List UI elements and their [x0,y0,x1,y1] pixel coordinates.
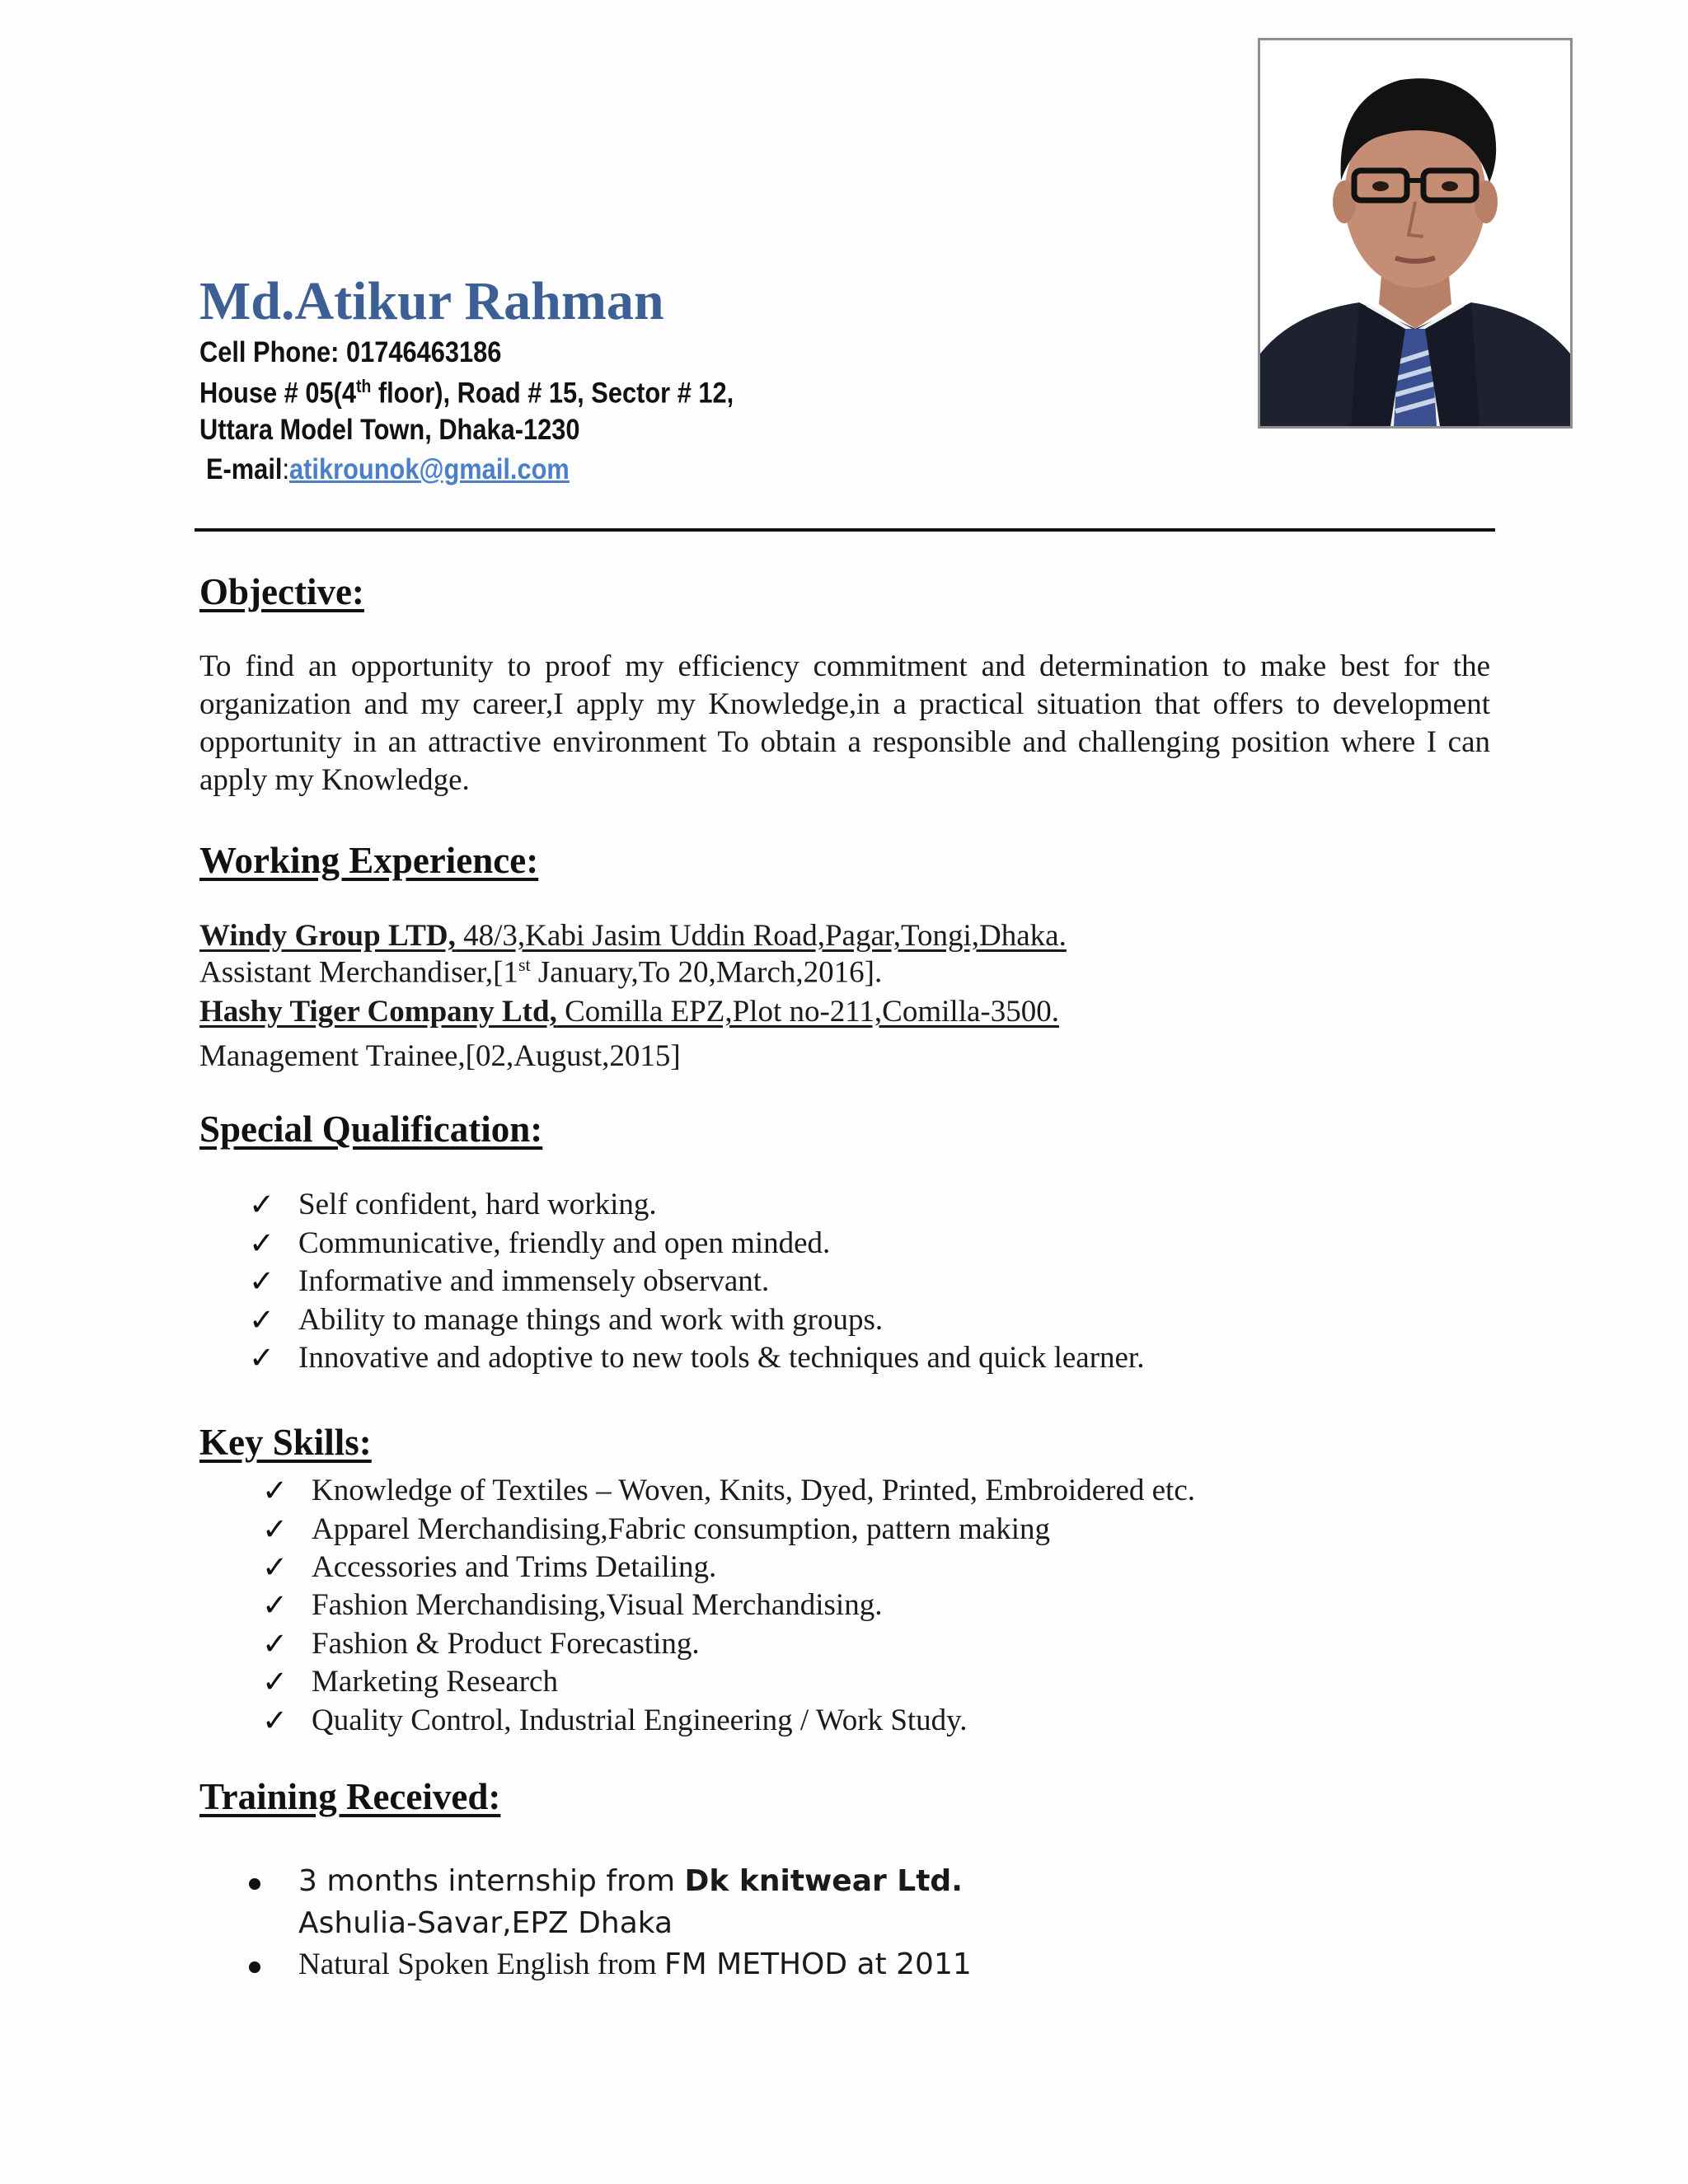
email-link[interactable]: atikrounok@gmail.com [289,453,570,485]
bullet-icon [249,1961,260,1973]
training-item-1 [298,1864,963,1898]
job-1-role [199,954,882,990]
job-1-role-suffix: January,To 20,March,2016]. [530,955,883,990]
objective-heading: Objective: [199,571,364,612]
experience-heading: Working Experience: [199,840,539,881]
check-icon: ✓ [262,1511,288,1547]
training-item-1-company: Dk knitwear Ltd. [684,1864,963,1898]
skill-item: Quality Control, Industrial Engineering / Work Study. [312,1704,968,1737]
skills-heading: Key Skills: [199,1422,372,1463]
check-icon: ✓ [262,1664,288,1699]
check-icon: ✓ [262,1703,288,1738]
job-2-address: Comilla EPZ,Plot no-211,Comilla-3500. [556,995,1059,1029]
training-heading: Training Received: [199,1776,501,1817]
address-line-1 [199,376,734,410]
job-2-role: Management Trainee,[02,August,2015] [199,1039,681,1073]
training-item-1-location: Ashulia-Savar,EPZ Dhaka [298,1906,673,1940]
email-line [206,453,570,486]
job-1-heading [199,918,1067,954]
skill-item: Marketing Research [312,1665,558,1699]
qualification-item: Innovative and adoptive to new tools & techniques and quick learner. [298,1341,1145,1375]
check-icon: ✓ [249,1226,275,1261]
job-1-address: 48/3,Kabi Jasim Uddin Road,Pagar,Tongi,Dhaka. [455,919,1067,953]
check-icon: ✓ [262,1587,288,1623]
email-separator: : [282,453,290,485]
job-1-company: Windy Group LTD, [199,919,456,953]
job-1-role-prefix: Assistant Merchandiser,[1 [199,955,518,990]
qualification-item: Informative and immensely observant. [298,1264,770,1298]
check-icon: ✓ [262,1626,288,1661]
candidate-name: Md.Atikur Rahman [199,271,664,331]
training-item-1-text: 3 months internship from [298,1864,685,1898]
skill-item: Fashion & Product Forecasting. [312,1627,700,1661]
job-1-role-sup: st [518,954,531,975]
header-divider [195,528,1495,532]
email-label: E-mail [206,453,283,485]
skill-item: Apparel Merchandising,Fabric consumption, pattern making [312,1512,1051,1546]
check-icon: ✓ [249,1263,275,1299]
address-line-1-prefix: House # 05(4 [199,377,357,410]
bullet-icon [249,1878,260,1890]
check-icon: ✓ [249,1302,275,1338]
training-item-2-provider: FM METHOD at 2011 [663,1947,972,1981]
job-2-heading [199,994,1059,1029]
address-line-1-suffix: floor), Road # 15, Sector # 12, [371,377,734,410]
skill-item: Fashion Merchandising,Visual Merchandising. [312,1588,883,1622]
address-line-1-sup: th [356,376,372,396]
job-2-company: Hashy Tiger Company Ltd, [199,995,557,1029]
address-line-2: Uttara Model Town, Dhaka-1230 [199,414,580,446]
check-icon: ✓ [249,1187,275,1222]
check-icon: ✓ [262,1549,288,1585]
objective-text: To find an opportunity to proof my efficiency commitment and determination to make best for the organization and my career,I apply my Knowledge,in a practical situation that offers to development opportunity in an attractive environment To obtain a responsible and challenging position where I can apply my Knowledge. [199,649,1490,797]
cell-phone: Cell Phone: 01746463186 [199,336,502,368]
check-icon: ✓ [262,1473,288,1508]
skill-item: Accessories and Trims Detailing. [312,1550,717,1584]
qualification-item: Self confident, hard working. [298,1188,657,1221]
qualification-heading: Special Qualification: [199,1108,543,1150]
training-item-2 [298,1947,972,1982]
qualification-item: Ability to manage things and work with groups. [298,1303,884,1337]
profile-photo [1258,38,1573,429]
check-icon: ✓ [249,1340,275,1376]
skill-item: Knowledge of Textiles – Woven, Knits, Dyed, Printed, Embroidered etc. [312,1474,1196,1507]
training-item-2-text: Natural Spoken English from [298,1947,664,1981]
qualification-item: Communicative, friendly and open minded. [298,1226,831,1260]
profile-photo-illustration [1260,40,1570,426]
